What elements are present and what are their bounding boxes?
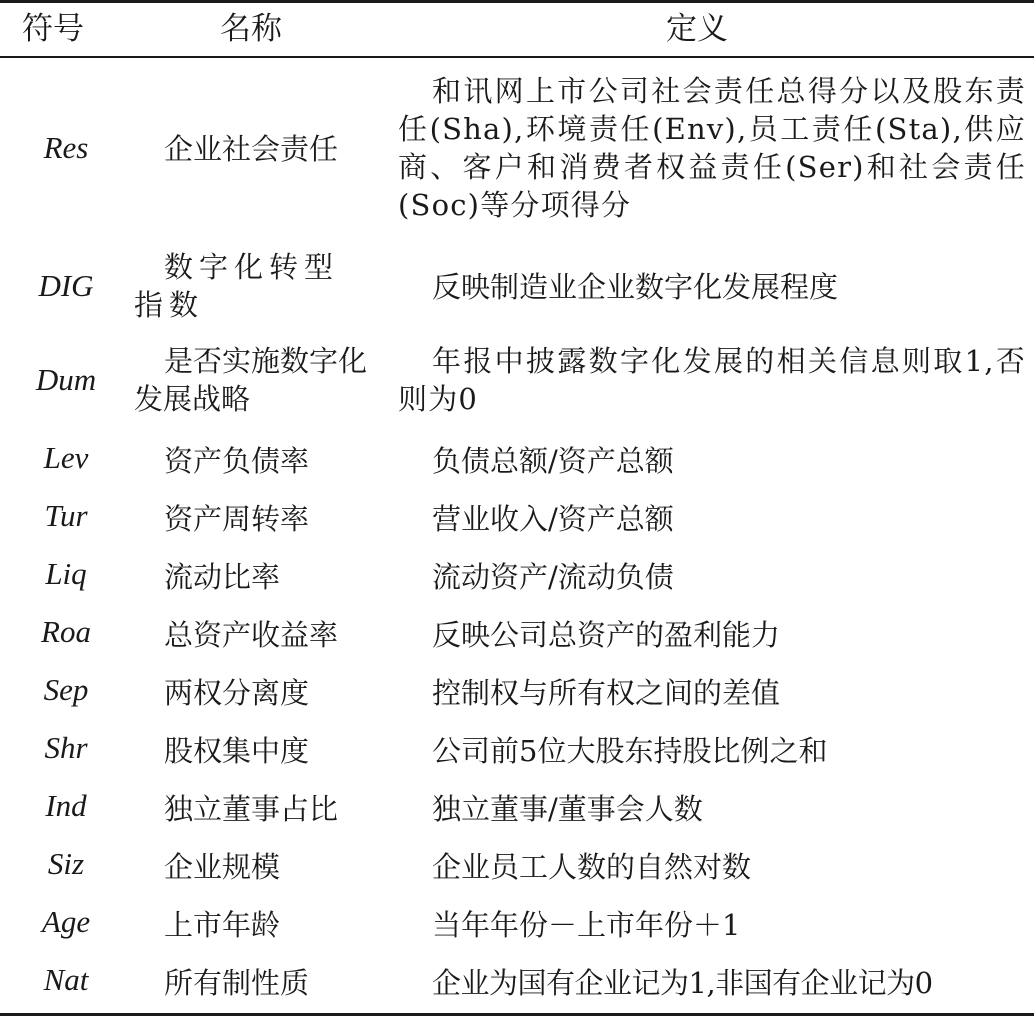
row-name: 上市年龄 — [164, 908, 281, 942]
row-definition: 营业收入/资产总额 — [432, 502, 674, 536]
header-definition: 定义 — [666, 11, 728, 47]
table-top-rule — [0, 0, 1034, 3]
table-row — [0, 246, 1034, 330]
row-symbol: Nat — [43, 962, 89, 997]
header-name: 名称 — [220, 11, 282, 47]
row-definition: 独立董事/董事会人数 — [432, 792, 703, 826]
row-symbol: Tur — [44, 498, 88, 533]
row-name: 总资产收益率 — [164, 618, 339, 652]
row-definition: 控制权与所有权之间的差值 — [432, 676, 781, 710]
table-row — [0, 554, 1034, 602]
row-name: 是否实施数字化发展战略 — [134, 344, 368, 416]
row-definition: 和讯网上市公司社会责任总得分以及股东责任(Sha),环境责任(Env),员工责任(Sta),供应商、客户和消费者权益责任(Ser)和社会责任(Soc)等分项得分 — [398, 74, 1026, 222]
row-name: 企业社会责任 — [164, 132, 339, 166]
row-name: 所有制性质 — [164, 966, 310, 1000]
table-row — [0, 670, 1034, 718]
row-symbol: Res — [43, 130, 89, 165]
row-definition: 反映公司总资产的盈利能力 — [432, 618, 781, 652]
row-definition: 公司前5位大股东持股比例之和 — [432, 734, 828, 768]
row-name: 企业规模 — [164, 850, 281, 884]
table-row — [0, 902, 1034, 950]
row-definition: 企业员工人数的自然对数 — [432, 850, 752, 884]
row-definition: 反映制造业企业数字化发展程度 — [432, 270, 839, 304]
table-row — [0, 786, 1034, 834]
row-symbol: Shr — [44, 730, 88, 765]
row-definition: 当年年份－上市年份＋1 — [432, 908, 741, 942]
row-name: 资产负债率 — [164, 444, 310, 478]
table-row — [0, 844, 1034, 892]
row-name: 资产周转率 — [164, 502, 310, 536]
row-name: 两权分离度 — [164, 676, 310, 710]
row-name: 流动比率 — [164, 560, 281, 594]
row-definition: 企业为国有企业记为1,非国有企业记为0 — [432, 966, 933, 1000]
table-bottom-rule — [0, 1013, 1034, 1016]
row-symbol: Dum — [35, 362, 97, 397]
row-definition: 流动资产/流动负债 — [432, 560, 674, 594]
row-symbol: DIG — [38, 268, 94, 303]
row-symbol: Liq — [45, 556, 87, 591]
table-row — [0, 728, 1034, 776]
table-row — [0, 612, 1034, 660]
row-definition: 负债总额/资产总额 — [432, 444, 674, 478]
table-row — [0, 496, 1034, 544]
row-symbol: Roa — [41, 614, 91, 649]
row-symbol: Ind — [45, 788, 87, 823]
row-name: 独立董事占比 — [164, 792, 339, 826]
table-row — [0, 70, 1034, 240]
table-row — [0, 438, 1034, 486]
row-name: 数字化转型指数 — [134, 250, 340, 322]
table-row — [0, 340, 1034, 424]
header-rule — [0, 56, 1034, 58]
row-symbol: Sep — [43, 672, 89, 707]
row-symbol: Lev — [43, 440, 89, 475]
row-name: 股权集中度 — [164, 734, 310, 768]
row-definition: 年报中披露数字化发展的相关信息则取1,否则为0 — [398, 344, 1026, 416]
table-row — [0, 960, 1034, 1008]
row-symbol: Age — [41, 904, 91, 939]
header-symbol: 符号 — [22, 11, 84, 47]
row-symbol: Siz — [47, 846, 85, 881]
